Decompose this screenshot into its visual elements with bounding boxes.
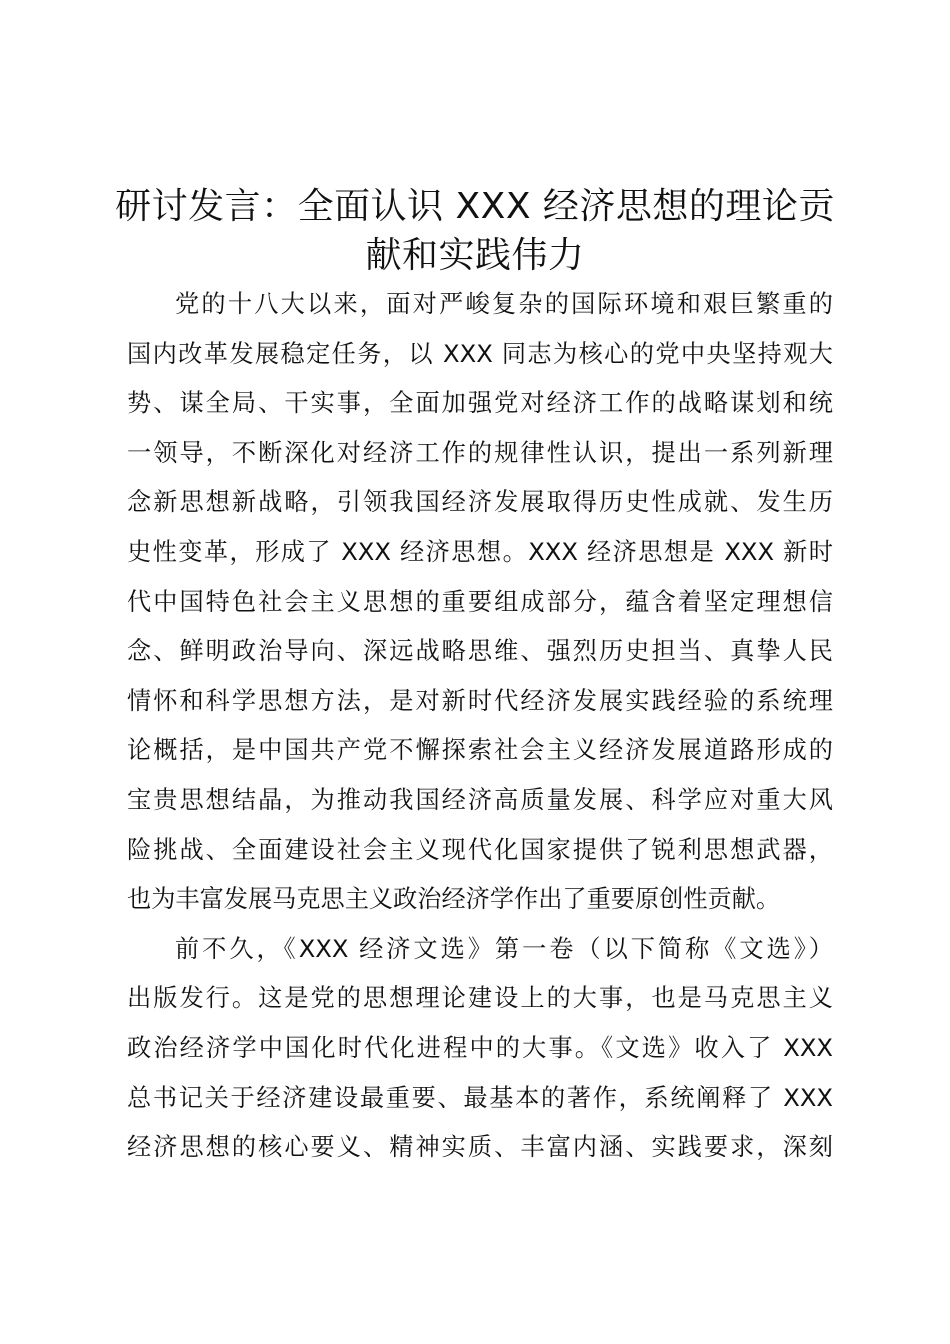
text-line: 险挑战、全面建设社会主义现代化国家提供了锐利思想武器， — [127, 835, 833, 864]
title-line-1: 研讨发言：全面认识 XXX 经济思想的理论贡 — [115, 186, 835, 227]
text-line: 党的十八大以来，面对严峻复杂的国际环境和艰巨繁重的 — [175, 290, 833, 318]
text-line: 史性变革，形成了 XXX 经济思想。XXX 经济思想是 XXX 新时 — [127, 537, 833, 566]
text-line: 总书记关于经济建设最重要、最基本的著作，系统阐释了 XXX — [127, 1083, 833, 1112]
paragraph-1 — [127, 280, 833, 925]
text-line: 代中国特色社会主义思想的重要组成部分，蕴含着坚定理想信 — [127, 587, 833, 616]
text-line: 前不久，《XXX 经济文选》第一卷（以下简称《文选》） — [175, 934, 833, 963]
text-line: 势、谋全局、干实事，全面加强党对经济工作的战略谋划和统 — [127, 389, 833, 418]
title-line-2: 献和实践伟力 — [365, 235, 585, 276]
document-body — [127, 280, 833, 1173]
text-line: 政治经济学中国化时代化进程中的大事。《文选》收入了 XXX — [127, 1033, 833, 1062]
text-line: 情怀和科学思想方法，是对新时代经济发展实践经验的系统理 — [127, 686, 833, 715]
paragraph-2 — [127, 925, 833, 1173]
text-line: 一领导，不断深化对经济工作的规律性认识，提出一系列新理 — [127, 438, 833, 467]
text-line: 出版发行。这是党的思想理论建设上的大事，也是马克思主义 — [127, 984, 833, 1013]
text-line: 经济思想的核心要义、精神实质、丰富内涵、实践要求，深刻 — [127, 1133, 833, 1162]
text-line: 论概括，是中国共产党不懈探索社会主义经济发展道路形成的 — [127, 736, 833, 765]
document-title — [115, 182, 835, 280]
text-line: 国内改革发展稳定任务，以 XXX 同志为核心的党中央坚持观大 — [127, 339, 833, 368]
text-line: 宝贵思想结晶，为推动我国经济高质量发展、科学应对重大风 — [127, 785, 833, 814]
text-line: 念、鲜明政治导向、深远战略思维、强烈历史担当、真挚人民 — [127, 637, 833, 666]
text-line: 念新思想新战略，引领我国经济发展取得历史性成就、发生历 — [127, 488, 833, 517]
text-line: 也为丰富发展马克思主义政治经济学作出了重要原创性贡献。 — [127, 885, 781, 914]
